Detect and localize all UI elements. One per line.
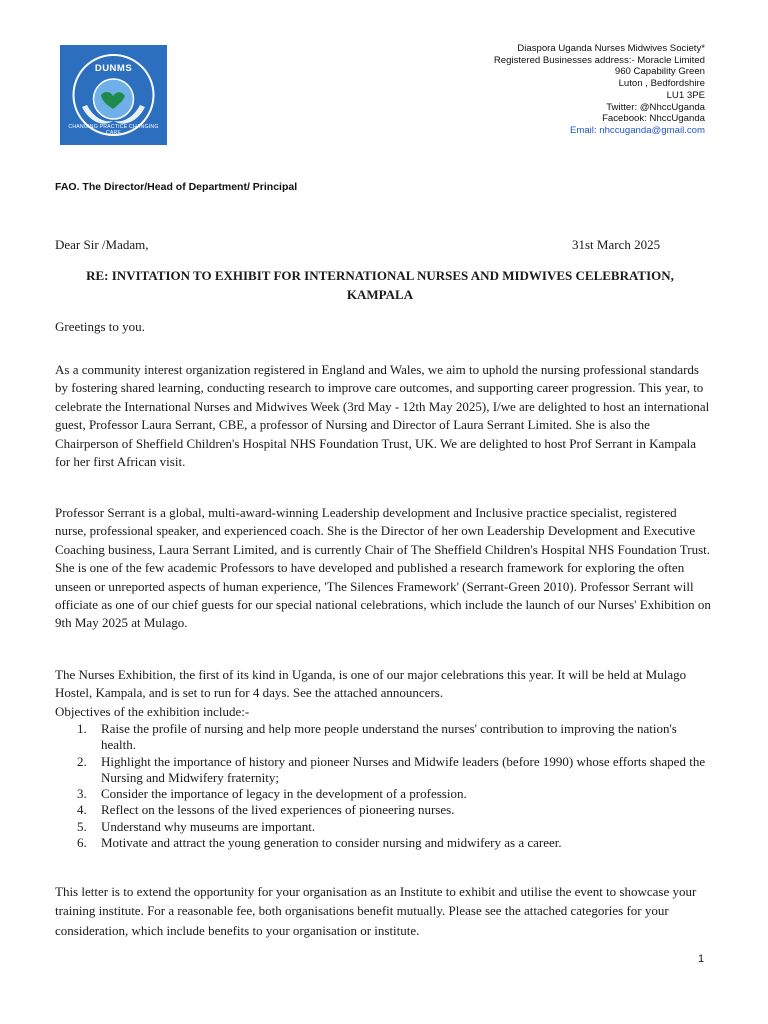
subject-line-1: RE: INVITATION TO EXHIBIT FOR INTERNATIONAL NURSES AND MIDWIVES CELEBRATION,	[86, 268, 674, 283]
logo-tagline: CHANGING PRACTICE CHANGING CARE	[68, 124, 159, 136]
list-item-text: Reflect on the lessons of the lived experiences of pioneering nurses.	[101, 802, 455, 818]
list-item-number: 6.	[77, 835, 87, 851]
list-item-text: Raise the profile of nursing and help more people understand the nurses' contribution to improving the nation's health.	[101, 721, 677, 753]
list-item-number: 3.	[77, 786, 87, 802]
organization-name: Diaspora Uganda Nurses Midwives Society*	[517, 43, 705, 54]
list-item-text: Consider the importance of legacy in the development of a profession.	[101, 786, 467, 802]
list-item	[55, 786, 715, 802]
registered-address: Registered Businesses address:- Moracle Limited	[493, 54, 705, 66]
list-item-number: 1.	[77, 721, 87, 736]
address-postcode: LU1 3PE	[666, 89, 705, 101]
list-item	[55, 721, 715, 754]
letter-date: 31st March 2025	[572, 237, 661, 252]
objectives-list	[55, 721, 715, 851]
organization-logo	[60, 45, 167, 145]
list-item-number: 5.	[77, 818, 87, 834]
email-line	[494, 125, 705, 137]
salutation: Dear Sir /Madam,	[55, 237, 149, 252]
sender-address-block	[494, 43, 705, 137]
body-paragraph: As a community interest organization registered in England and Wales, we aim to uphold the nursing professional standards by fostering shared learning, conducting research to improve care outcomes, and supporting career progression. This year, to celebrate the International Nurses and Midwives Week (3rd May - 12th May 2025), I/we are delighted to host an international guest, Professor Laura Serrant, CBE, a professor of Nursing and Director of Laura Serrant Limited. She is also the Chairperson of Sheffield Children's Hospital NHS Foundation Trust, UK. We are delighted to host Prof Serrant in Kampala for her first African visit.	[55, 362, 710, 470]
email-label: Email:	[569, 124, 600, 136]
subject-heading	[55, 266, 705, 304]
fao-line: FAO. The Director/Head of Department/ Principal	[55, 181, 298, 193]
logo-name: DUNMS	[94, 63, 133, 74]
list-item-text: Highlight the importance of history and pioneer Nurses and Midwife leaders (before 1990) whose efforts shaped the Nursing and Midwifery fraternity;	[101, 753, 706, 785]
objectives-intro: Objectives of the exhibition include:-	[55, 704, 250, 719]
list-item-text: Motivate and attract the young generation to consider nursing and midwifery as a career.	[101, 835, 562, 851]
list-item	[55, 819, 715, 835]
twitter-handle: Twitter: @NhccUganda	[606, 101, 705, 113]
body-paragraph: The Nurses Exhibition, the first of its kind in Uganda, is one of our major celebrations this year. It will be held at Mulago Hostel, Kampala, and is set to run for 4 days. See the attached announcers.	[55, 667, 687, 701]
list-item	[55, 802, 715, 818]
subject-line-2: KAMPALA	[346, 287, 414, 302]
email-link[interactable]: nhccuganda@gmail.com	[599, 124, 705, 136]
list-item-text: Understand why museums are important.	[101, 818, 316, 834]
list-item-number: 4.	[77, 802, 87, 818]
body-paragraph: Professor Serrant is a global, multi-award-winning Leadership development and Inclusive practice specialist, registered nurse, professional speaker, and experienced coach. She is the Director of her own Leadership Development and Executive Coaching business, Laura Serrant Limited, and is currently Chair of The Sheffield Children's Hospital NHS Foundation Trust. She is one of the few academic Professors to have developed and published a research framework for exploring the often unseen or unreported aspects of human experience, 'The Silences Framework' (Serrant-Green 2010). Professor Serrant will officiate as one of our chief guests for our special national celebrations, which include the launch of our Nurses' Exhibition on 9th May 2025 at Mulago.	[55, 505, 711, 631]
address-street: 960 Capability Green	[614, 66, 705, 78]
list-item	[55, 754, 715, 787]
page-number: 1	[698, 953, 705, 965]
list-item	[55, 835, 715, 851]
closing-paragraph: This letter is to extend the opportunity for your organisation as an Institute to exhibit and utilise the event to showcase your training institute. For a reasonable fee, both organisations benefit mutually. Please see the attached categories for your consideration, which include benefits to your organisation or institute.	[55, 884, 697, 938]
list-item-number: 2.	[77, 753, 87, 769]
facebook-handle: Facebook: NhccUganda	[602, 113, 705, 125]
address-city: Luton , Bedfordshire	[618, 78, 705, 90]
greeting: Greetings to you.	[55, 319, 145, 334]
